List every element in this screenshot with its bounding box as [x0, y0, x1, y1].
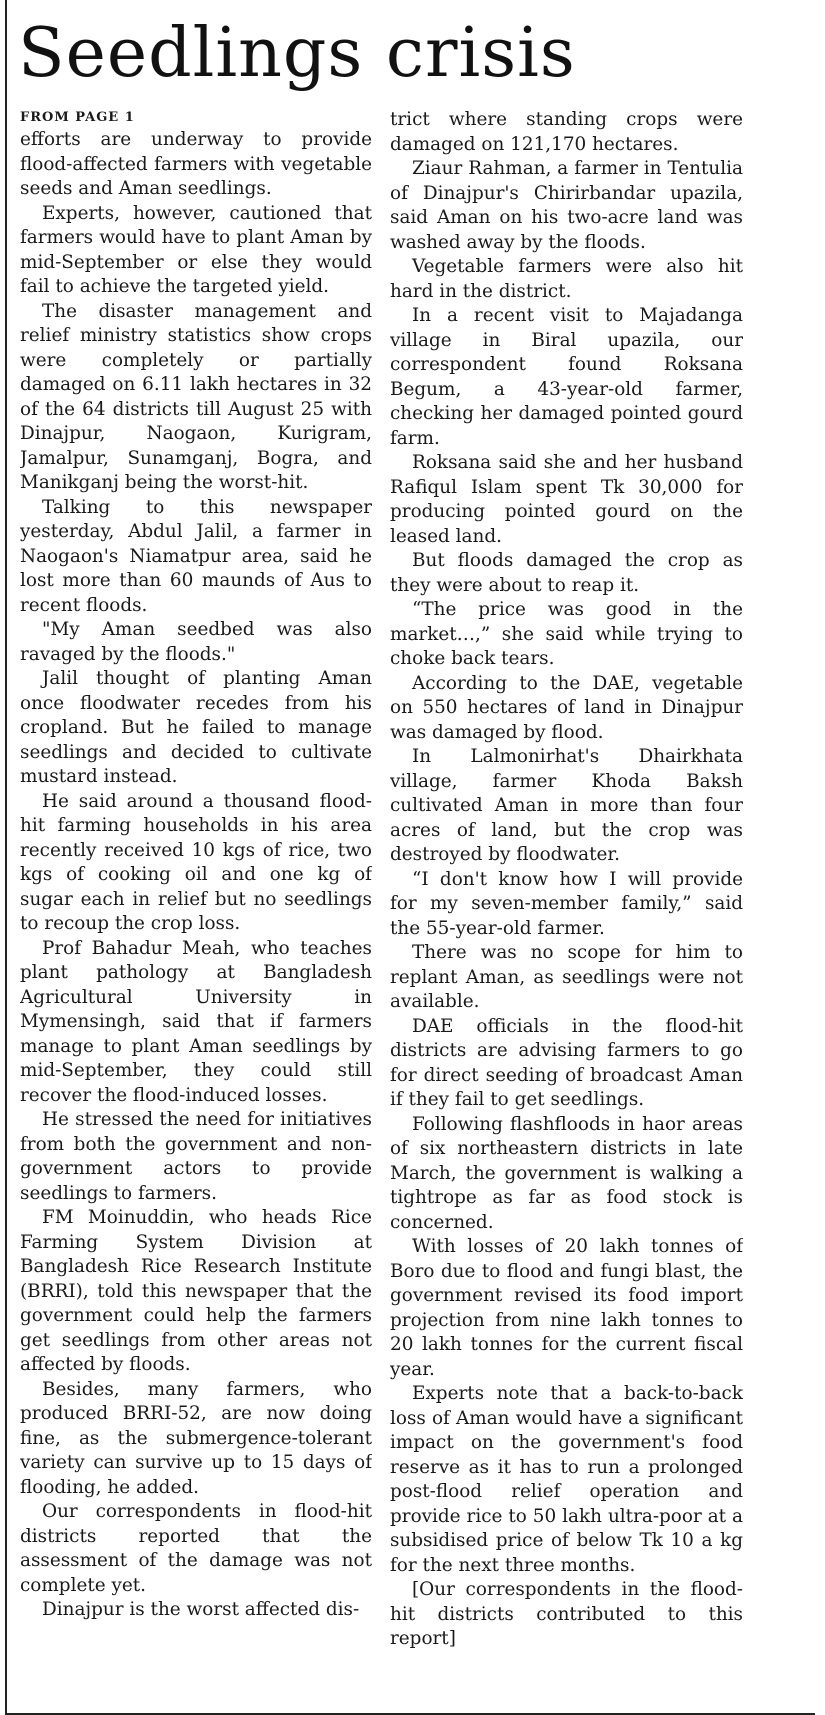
headline: Seedlings crisis — [18, 14, 576, 93]
paragraph: In Lalmonirhat's Dhairkhata village, farmer Khoda Baksh cultivated Aman in more than four acres of land, but the crop was destroyed by floodwater. — [390, 746, 743, 865]
paragraph: Ziaur Rahman, a farmer in Tentulia of Dinajpur's Chirirbandar upazila, said Aman on his two-acre land was washed away by the floods. — [390, 158, 743, 253]
paragraph: “I don't know how I will provide for my seven-member family,” said the 55-year-old farmer. — [390, 868, 743, 939]
paragraph: Experts, however, cautioned that farmers would have to plant Aman by mid-September or else they would fail to achieve the targeted yield. — [20, 202, 372, 297]
paragraph: According to the DAE, vegetable on 550 hectares of land in Dinajpur was damaged by flood. — [390, 672, 743, 743]
paragraph: In a recent visit to Majadanga village in Biral upazila, our correspondent found Roksana Begum, a 43-year-old farmer, checking her damaged pointed gourd farm. — [390, 305, 743, 449]
paragraph: But floods damaged the crop as they were about to reap it. — [390, 550, 743, 596]
paragraph: trict where standing crops were damaged on 121,170 hectares. — [390, 109, 743, 155]
paragraph: Jalil thought of planting Aman once floodwater recedes from his cropland. But he failed to manage seedlings and decided to cultivate mustard instead. — [20, 668, 372, 787]
paragraph: DAE officials in the flood-hit districts are advising farmers to go for direct seeding of broadcast Aman if they fail to get seedlings. — [390, 1015, 743, 1110]
paragraph: There was no scope for him to replant Aman, as seedlings were not available. — [390, 942, 743, 1012]
paragraph: Vegetable farmers were also hit hard in the district. — [390, 256, 743, 302]
paragraph: Our correspondents in flood-hit districts reported that the assessment of the damage was not complete yet. — [20, 1501, 372, 1596]
paragraph: Following flashfloods in haor areas of six northeastern districts in late March, the government is walking a tightrope as far as food stock is concerned. — [390, 1113, 743, 1233]
left-border-rule — [5, 0, 7, 1715]
paragraph: Experts note that a back-to-back loss of Aman would have a significant impact on the government's food reserve as it has to run a prolonged post-flood relief operation and provide rice to 50 lakh ultra-poor at a subsidised price of below Tk 10 a kg for the next three months. — [390, 1383, 743, 1576]
paragraph: Prof Bahadur Meah, who teaches plant pathology at Bangladesh Agricultural University in Mymensingh, said that if farmers manage to plant Aman seedlings by mid-September, they could still recover the flood-induced losses. — [20, 937, 372, 1106]
paragraph: Dinajpur is the worst affected dis- — [42, 1599, 360, 1620]
kicker: FROM PAGE 1 — [20, 110, 135, 125]
paragraph: With losses of 20 lakh tonnes of Boro due to flood and fungi blast, the government revised its food import projection from nine lakh tonnes to 20 lakh tonnes for the current fiscal year. — [390, 1236, 743, 1380]
paragraph: Besides, many farmers, who produced BRRI-52, are now doing fine, as the submergence-tolerant variety can survive up to 15 days of flooding, he added. — [20, 1378, 372, 1498]
paragraph: He said around a thousand flood-hit farming households in his area recently received 10 kgs of rice, two kgs of cooking oil and one kg of sugar each in relief but no seedlings to recoup the crop loss. — [20, 790, 372, 934]
paragraph: The disaster management and relief ministry statistics show crops were completely or partially damaged on 6.11 lakh hectares in 32 of the 64 districts till August 25 with Dinajpur, Naogaon, Kurigram, Jamalpur, Sunamganj, Bogra, and Manikganj being the worst-hit. — [20, 300, 372, 493]
paragraph: He stressed the need for initiatives from both the government and non-government actors to provide seedlings to farmers. — [20, 1109, 372, 1204]
paragraph: [Our correspondents in the flood-hit districts contributed to this report] — [390, 1579, 743, 1649]
article-column-left — [20, 108, 372, 1709]
paragraph: "My Aman seedbed was also ravaged by the floods." — [20, 619, 372, 665]
paragraph: Talking to this newspaper yesterday, Abdul Jalil, a farmer in Naogaon's Niamatpur area, said he lost more than 60 maunds of Aus to recent floods. — [20, 496, 372, 616]
paragraph: FM Moinuddin, who heads Rice Farming System Division at Bangladesh Rice Research Institute (BRRI), told this newspaper that the government could help the farmers get seedlings from other areas not affected by floods. — [20, 1207, 372, 1375]
paragraph: Roksana said she and her husband Rafiqul Islam spent Tk 30,000 for producing pointed gourd on the leased land. — [390, 452, 743, 547]
paragraph: efforts are underway to provide flood-affected farmers with vegetable seeds and Aman seedlings. — [20, 129, 372, 199]
paragraph: “The price was good in the market…,” she said while trying to choke back tears. — [390, 599, 743, 669]
article-column-right — [390, 108, 743, 1709]
